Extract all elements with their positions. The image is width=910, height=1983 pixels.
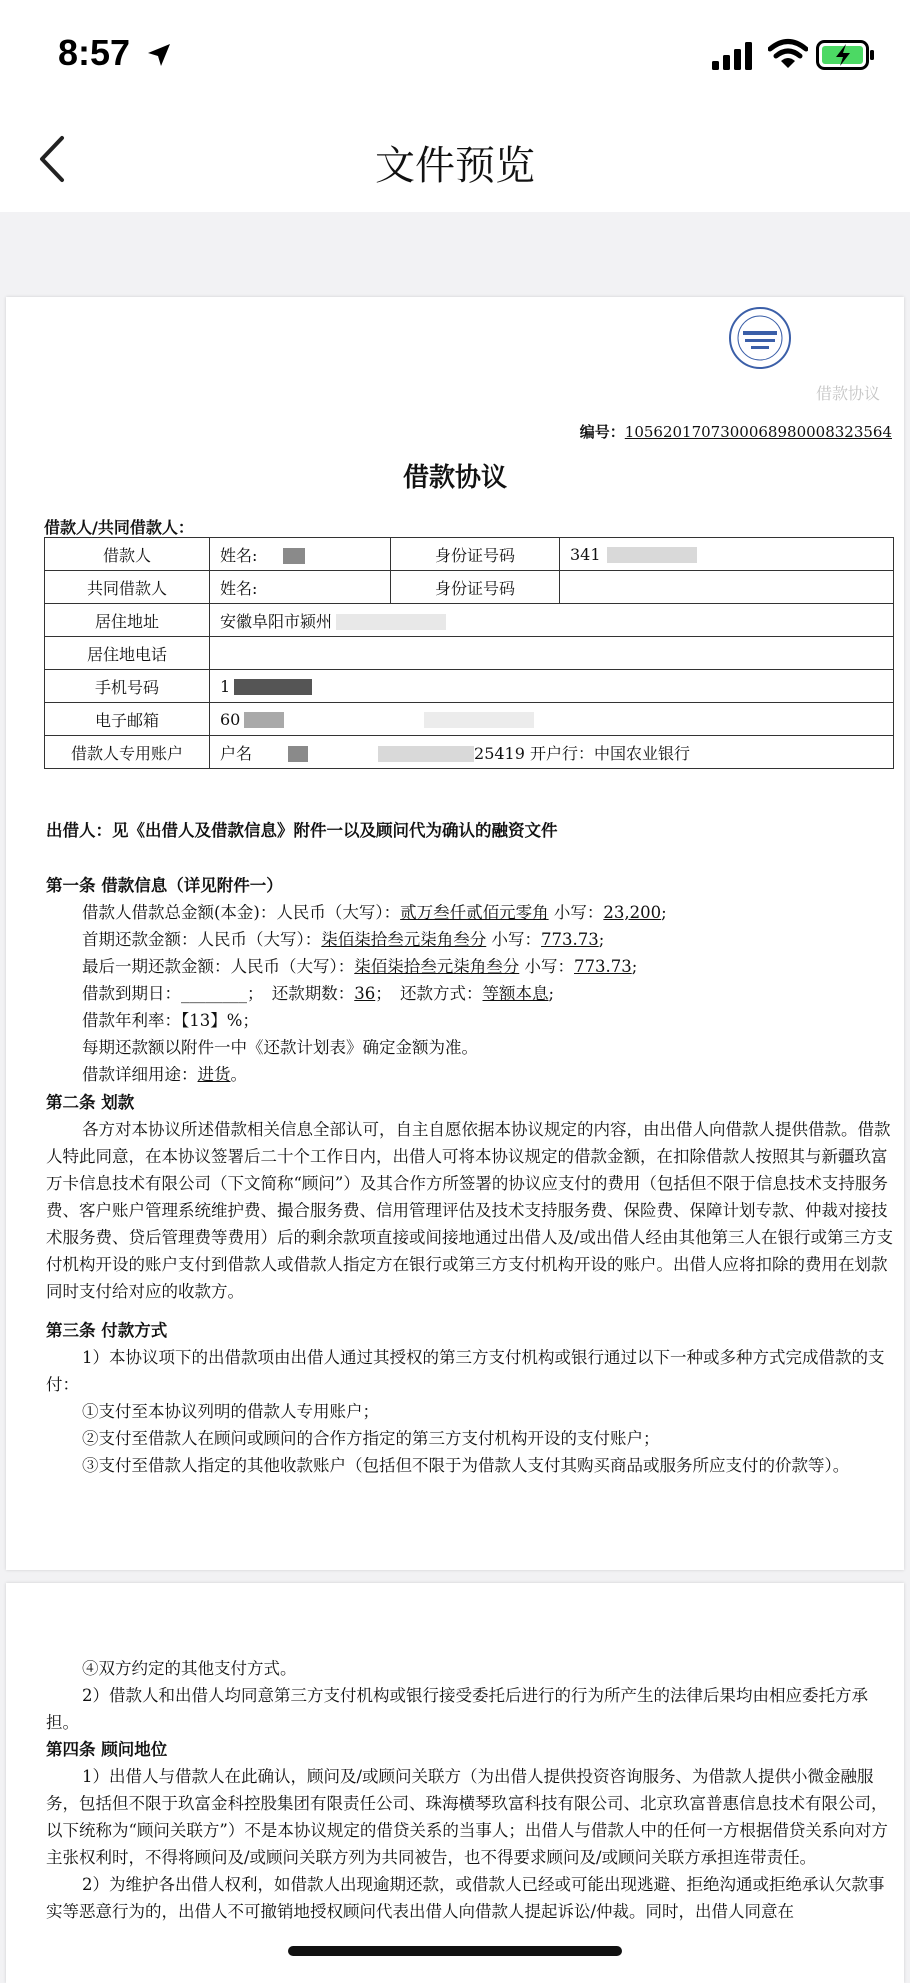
- cell-id-label: 身份证号码: [391, 571, 560, 604]
- battery-charging-icon: [816, 40, 876, 70]
- loan-amount-line: [46, 899, 894, 926]
- address-value: 安徽阜阳市颍州: [220, 611, 333, 631]
- navigation-bar: [0, 100, 910, 212]
- cell-id-label: 身份证号码: [391, 538, 560, 571]
- borrower-heading: 借款人/共同借款人：: [44, 518, 194, 537]
- section-paragraph: 2）为维护各出借人权利，如借款人出现逾期还款，或借款人已经或可能出现逃避、拒绝沟通或拒绝承认欠款事实等恶意行为的，出借人不可撤销地授权顾问代表出借人向借款人提起诉讼/仲裁。同时，出借人同意在: [46, 1875, 885, 1921]
- page-2-content: [46, 1655, 894, 1925]
- purpose-value: 进货: [197, 1065, 231, 1084]
- redaction: [288, 746, 308, 762]
- section-1: [46, 872, 894, 1088]
- periods: 36: [354, 984, 376, 1003]
- id-value: 341: [570, 544, 601, 564]
- amount-words: 柒佰柒拾叁元柒角叁分: [354, 957, 520, 976]
- mobile-value: 1: [220, 676, 231, 696]
- redaction: [283, 548, 305, 564]
- text: ;: [548, 984, 555, 1003]
- list-item: ①支付至本协议列明的借款人专用账户；: [82, 1402, 379, 1421]
- cell-id-value: [560, 571, 894, 604]
- cell-account: [210, 736, 894, 769]
- section-heading: 第三条 付款方式: [46, 1321, 168, 1340]
- text: 借款到期日：________； 还款期数：: [82, 984, 355, 1003]
- first-payment-line: [46, 926, 894, 953]
- table-row: [45, 637, 894, 670]
- redaction: [607, 547, 697, 563]
- cell-label: 手机号码: [45, 670, 210, 703]
- text: ;: [631, 957, 638, 976]
- certification-seal-icon: [727, 305, 793, 371]
- purpose-line: [46, 1061, 894, 1088]
- list-item: ③支付至借款人指定的其他收款账户（包括但不限于为借款人支付其购买商品或服务所应支付的价款等）。: [82, 1456, 850, 1475]
- text: 小写：: [486, 930, 541, 949]
- borrower-info-table: [44, 537, 894, 769]
- list-item: ④双方约定的其他支付方式。: [82, 1659, 297, 1678]
- lender-text: 出借人：见《出借人及借款信息》附件一以及顾问代为确认的融资文件: [46, 821, 558, 840]
- amount-figure: 773.73: [574, 957, 632, 976]
- table-row: [45, 571, 894, 604]
- section-heading: 第二条 划款: [46, 1093, 135, 1112]
- lender-clause: [46, 817, 894, 844]
- wifi-icon: [768, 38, 808, 70]
- text: 。: [230, 1065, 247, 1084]
- cell-label: 电子邮箱: [45, 703, 210, 736]
- name-label: 姓名:: [220, 545, 258, 565]
- text: ； 还款方式：: [375, 984, 483, 1003]
- redaction: [336, 614, 446, 630]
- amount-figure: 23,200: [603, 903, 662, 922]
- payment-plan-line: 每期还款额以附件一中《还款计划表》确定金额为准。: [82, 1038, 478, 1057]
- cellular-signal-icon: [712, 42, 756, 70]
- cell-label: 借款人专用账户: [45, 736, 210, 769]
- section-heading: 第四条 顾问地位: [46, 1740, 168, 1759]
- amount-figure: 773.73: [541, 930, 599, 949]
- section-paragraph: 1）出借人与借款人在此确认，顾问及/或顾问关联方（为出借人提供投资咨询服务、为借款人提供小微金融服务，包括但不限于玖富金科控股集团有限责任公司、珠海横琴玖富科技有限公司、北京玖富普惠信息技术有限公司，以下统称为“顾问关联方”）不是本协议规定的借贷关系的当事人；出借人与借款人中的任何一方根据借贷关系向对方主张权利时，不得将顾问及/或顾问关联方列为共同被告，也不得要求顾问及/或顾问关联方承担连带责任。: [46, 1767, 888, 1867]
- document-page-1: [6, 297, 904, 1570]
- section-heading: 第一条 借款信息（详见附件一）: [46, 876, 283, 895]
- table-row: [45, 703, 894, 736]
- document-title: 借款协议: [402, 463, 507, 493]
- text: 首期还款金额：人民币（大写）：: [82, 930, 322, 949]
- document-page-2: [6, 1583, 904, 1983]
- status-bar: [0, 0, 910, 100]
- text: 最后一期还款金额：人民币（大写）：: [82, 957, 355, 976]
- last-payment-line: [46, 953, 894, 980]
- table-row: [45, 736, 894, 769]
- table-row: [45, 538, 894, 571]
- cell-mobile: [210, 670, 894, 703]
- cell-label: 居住地电话: [45, 637, 210, 670]
- status-time: 8:57: [58, 32, 131, 73]
- text: 小写：: [519, 957, 574, 976]
- cell-label: 共同借款人: [45, 571, 210, 604]
- table-row: [45, 604, 894, 637]
- page-title: 文件预览: [375, 143, 535, 189]
- account-tail: 25419 开户行：中国农业银行: [474, 743, 691, 763]
- section-paragraph: 各方对本协议所述借款相关信息全部认可，自主自愿依据本协议规定的内容，由出借人向借款人提供借款。借款人特此同意，在本协议签署后二十个工作日内，出借人可将本协议规定的借款金额，在扣除借款人按照其与新疆玖富万卡信息技术有限公司（下文简称“顾问”）及其合作方所签署的协议应支付的费用（包括但不限于信息技术支持服务费、客户账户管理系统维护费、撮合服务费、信用管理评估及技术支持服务费、保险费、保障计划专款、仲裁对接技术服务费、贷后管理费等费用）后的剩余款项直接或间接地通过出借人及/或出借人经由其他第三人在银行或第三方支付机构开设的账户支付到借款人或借款人指定方在银行或第三方支付机构开设的账户。出借人应将扣除的费用在划款同时支付给对应的收款方。: [46, 1120, 894, 1301]
- repayment-method: 等额本息: [482, 984, 549, 1003]
- account-name-label: 户名: [220, 743, 253, 763]
- table-row: [45, 670, 894, 703]
- interest-rate-line: 借款年利率：【13】%；: [82, 1011, 259, 1030]
- redaction: [378, 746, 474, 762]
- redaction: [244, 712, 284, 728]
- location-arrow-icon: [146, 42, 172, 68]
- document-number-label: 编号：: [579, 423, 625, 441]
- term-line: [46, 980, 894, 1007]
- section-paragraph: 2）借款人和出借人均同意第三方支付机构或银行接受委托后进行的行为所产生的法律后果均由相应委托方承担。: [46, 1686, 868, 1732]
- text: 借款人借款总金额(本金)：人民币（大写）：: [82, 903, 401, 922]
- email-value: 60: [220, 709, 241, 729]
- redaction: [424, 712, 534, 728]
- document-number-value: 1056201707300068980008323564: [624, 423, 892, 441]
- cell-id-value: [560, 538, 894, 571]
- section-paragraph: 1）本协议项下的出借款项由出借人通过其授权的第三方支付机构或银行通过以下一种或多种方式完成借款的支付：: [46, 1348, 885, 1394]
- text: ;: [661, 903, 667, 922]
- document-number: [580, 421, 892, 442]
- section-2: [46, 1089, 894, 1305]
- watermark: 借款协议: [816, 384, 881, 403]
- redaction: [234, 679, 312, 695]
- cell-label: 借款人: [45, 538, 210, 571]
- cell-phone: [210, 637, 894, 670]
- amount-words: 贰万叁仟贰佰元零角: [400, 903, 549, 922]
- cell-label: 居住地址: [45, 604, 210, 637]
- text: 小写：: [548, 903, 604, 922]
- cell-address: [210, 604, 894, 637]
- cell-name: [210, 538, 391, 571]
- cell-email: [210, 703, 894, 736]
- section-3: [46, 1317, 894, 1479]
- amount-words: 柒佰柒拾叁元柒角叁分: [321, 930, 487, 949]
- text: ;: [598, 930, 605, 949]
- list-item: ②支付至借款人在顾问或顾问的合作方指定的第三方支付机构开设的支付账户；: [82, 1429, 660, 1448]
- text: 借款详细用途：: [82, 1065, 198, 1084]
- home-indicator[interactable]: [288, 1946, 622, 1956]
- cell-name: 姓名:: [210, 571, 391, 604]
